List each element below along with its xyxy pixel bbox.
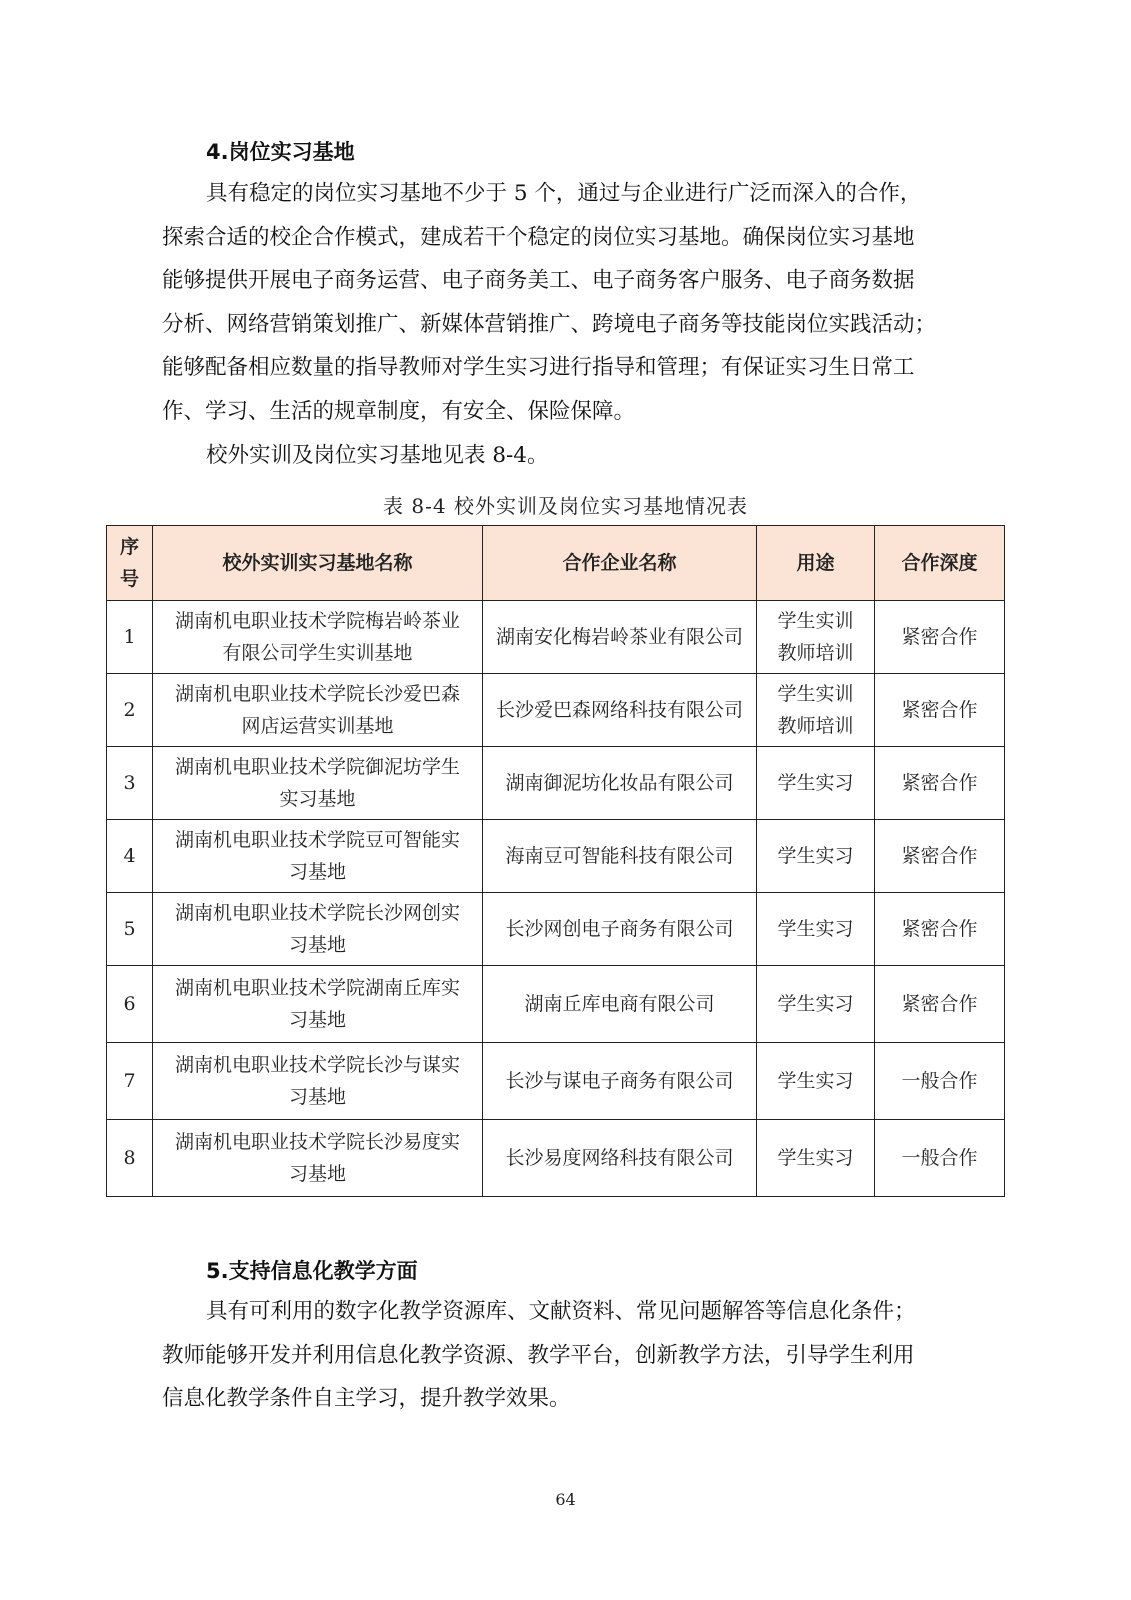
paragraph-line: 校外实训及岗位实习基地见表 8-4。	[206, 443, 549, 468]
header-index-line: 序	[119, 536, 139, 558]
row-index: 3	[107, 747, 153, 820]
base-name-line: 习基地	[288, 934, 346, 956]
row-base-name	[153, 674, 483, 747]
row-company: 长沙爱巴森网络科技有限公司	[483, 674, 757, 747]
use-line: 学生实习	[777, 845, 854, 867]
row-use	[757, 674, 875, 747]
row-index: 6	[107, 966, 153, 1043]
base-name-line: 实习基地	[279, 788, 356, 810]
row-use	[757, 820, 875, 893]
table-reference-paragraph	[162, 434, 962, 478]
base-name-line: 网店运营实训基地	[241, 715, 394, 737]
header-use: 用途	[757, 526, 875, 601]
row-company: 海南豆可智能科技有限公司	[483, 820, 757, 893]
row-index: 8	[107, 1120, 153, 1197]
base-name-line: 习基地	[288, 1086, 346, 1108]
row-company: 湖南御泥坊化妆品有限公司	[483, 747, 757, 820]
use-line: 学生实习	[777, 1070, 854, 1092]
header-depth: 合作深度	[875, 526, 1005, 601]
base-name-line: 湖南机电职业技术学院御泥坊学生	[174, 756, 460, 778]
row-index: 1	[107, 601, 153, 674]
paragraph-line: 具有稳定的岗位实习基地不少于 5 个，通过与企业进行广泛而深入的合作，	[206, 181, 922, 206]
row-depth: 一般合作	[875, 1120, 1005, 1197]
row-use	[757, 1120, 875, 1197]
row-index: 7	[107, 1043, 153, 1120]
row-use	[757, 747, 875, 820]
header-company: 合作企业名称	[483, 526, 757, 601]
table-row	[107, 601, 1005, 674]
row-depth: 紧密合作	[875, 893, 1005, 966]
base-table	[106, 525, 1005, 1197]
paragraph-line: 能够提供开展电子商务运营、电子商务美工、电子商务客户服务、电子商务数据	[162, 268, 915, 293]
section-4-paragraph	[162, 172, 962, 433]
row-use	[757, 601, 875, 674]
row-depth: 紧密合作	[875, 747, 1005, 820]
row-use	[757, 1043, 875, 1120]
header-index	[107, 526, 153, 601]
table-header-row	[107, 526, 1005, 601]
header-base-name: 校外实训实习基地名称	[153, 526, 483, 601]
row-base-name	[153, 893, 483, 966]
row-use	[757, 893, 875, 966]
row-use	[757, 966, 875, 1043]
use-line: 学生实训	[777, 683, 854, 705]
row-company: 长沙与谋电子商务有限公司	[483, 1043, 757, 1120]
row-base-name	[153, 1043, 483, 1120]
use-line: 学生实习	[777, 1147, 854, 1169]
table-row	[107, 820, 1005, 893]
row-depth: 紧密合作	[875, 601, 1005, 674]
row-index: 5	[107, 893, 153, 966]
row-index: 2	[107, 674, 153, 747]
use-line: 学生实训	[777, 610, 854, 632]
use-line: 教师培训	[777, 715, 854, 737]
paragraph-line: 具有可利用的数字化教学资源库、文献资料、常见问题解答等信息化条件；	[206, 1299, 916, 1324]
row-base-name	[153, 747, 483, 820]
use-line: 教师培训	[777, 642, 854, 664]
row-depth: 一般合作	[875, 1043, 1005, 1120]
section-5-heading: 5.支持信息化教学方面	[206, 1259, 418, 1283]
header-index-line: 号	[119, 568, 139, 590]
paragraph-line: 作、学习、生活的规章制度，有安全、保险保障。	[162, 398, 636, 424]
row-base-name	[153, 1120, 483, 1197]
table-row	[107, 674, 1005, 747]
section-4-heading: 4.岗位实习基地	[206, 140, 355, 164]
base-name-line: 习基地	[288, 1009, 346, 1031]
table-row	[107, 1043, 1005, 1120]
base-name-line: 习基地	[288, 861, 346, 883]
row-base-name	[153, 820, 483, 893]
paragraph-line: 信息化教学条件自主学习，提升教学效果。	[162, 1386, 571, 1411]
base-name-line: 湖南机电职业技术学院梅岩岭茶业	[174, 610, 460, 632]
row-base-name	[153, 601, 483, 674]
base-name-line: 湖南机电职业技术学院长沙网创实	[174, 902, 460, 924]
table-row	[107, 747, 1005, 820]
base-name-line: 湖南机电职业技术学院长沙爱巴森	[174, 683, 460, 705]
row-depth: 紧密合作	[875, 820, 1005, 893]
paragraph-line: 能够配备相应数量的指导教师对学生实习进行指导和管理；有保证实习生日常工	[162, 355, 915, 380]
table-row	[107, 893, 1005, 966]
row-company: 湖南丘库电商有限公司	[483, 966, 757, 1043]
table-row	[107, 966, 1005, 1043]
paragraph-line: 分析、网络营销策划推广、新媒体营销推广、跨境电子商务等技能岗位实践活动；	[162, 311, 937, 337]
table-row	[107, 1120, 1005, 1197]
base-name-line: 湖南机电职业技术学院长沙与谋实	[174, 1054, 460, 1076]
row-company: 长沙网创电子商务有限公司	[483, 893, 757, 966]
row-depth: 紧密合作	[875, 674, 1005, 747]
base-name-line: 习基地	[288, 1163, 346, 1185]
table-caption: 表 8-4 校外实训及岗位实习基地情况表	[383, 494, 748, 518]
paragraph-line: 教师能够开发并利用信息化教学资源、教学平台，创新教学方法，引导学生利用	[162, 1342, 915, 1368]
use-line: 学生实习	[777, 772, 854, 794]
row-company: 湖南安化梅岩岭茶业有限公司	[483, 601, 757, 674]
page-number: 64	[555, 1490, 576, 1509]
base-name-line: 湖南机电职业技术学院豆可智能实	[174, 829, 460, 851]
paragraph-line: 探索合适的校企合作模式，建成若干个稳定的岗位实习基地。确保岗位实习基地	[162, 224, 915, 250]
use-line: 学生实习	[777, 993, 854, 1015]
row-index: 4	[107, 820, 153, 893]
base-name-line: 湖南机电职业技术学院湖南丘库实	[174, 977, 460, 999]
row-depth: 紧密合作	[875, 966, 1005, 1043]
base-name-line: 湖南机电职业技术学院长沙易度实	[174, 1131, 460, 1153]
row-base-name	[153, 966, 483, 1043]
section-5-paragraph	[162, 1290, 962, 1421]
use-line: 学生实习	[777, 918, 854, 940]
base-name-line: 有限公司学生实训基地	[222, 642, 413, 664]
row-company: 长沙易度网络科技有限公司	[483, 1120, 757, 1197]
